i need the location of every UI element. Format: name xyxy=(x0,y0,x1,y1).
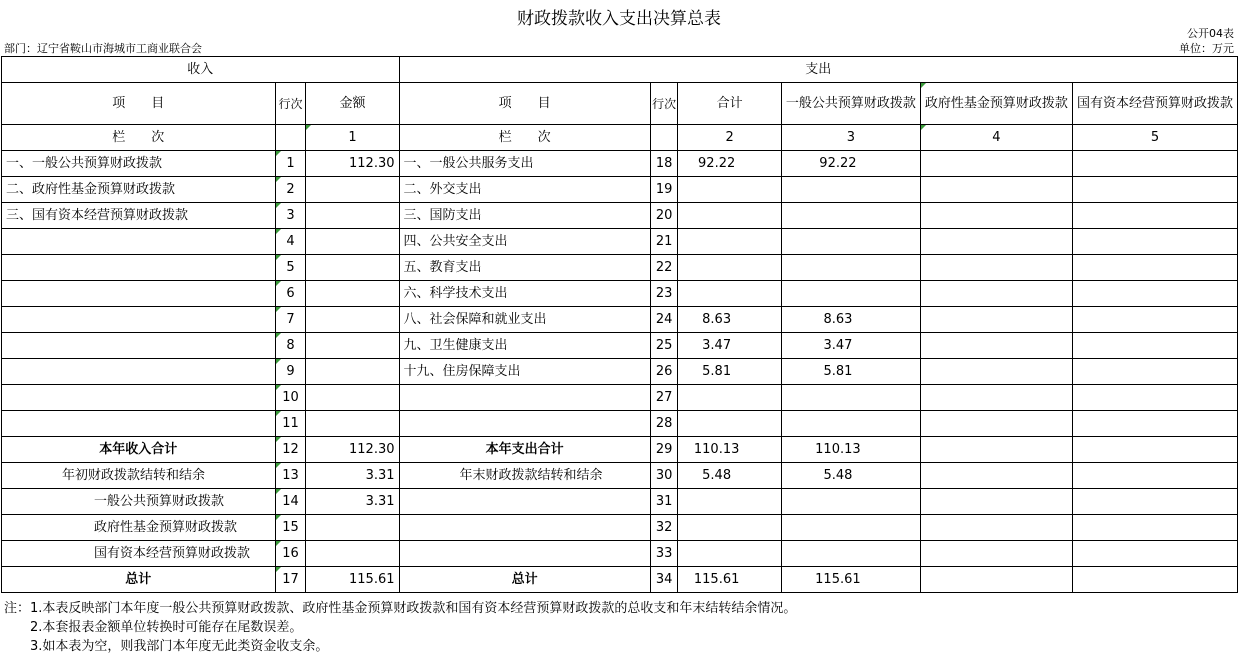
expense-item-cell xyxy=(399,515,650,541)
expense-row-no-cell: 19 xyxy=(650,177,678,203)
income-item-cell xyxy=(2,333,276,359)
expense-state-cell xyxy=(1072,489,1237,515)
table-row xyxy=(2,385,1238,411)
expense-row-no-cell: 21 xyxy=(650,229,678,255)
expense-item-cell: 二、外交支出 xyxy=(399,177,650,203)
expense-total-cell: 5.81 xyxy=(678,359,782,385)
expense-row-no-cell: 22 xyxy=(650,255,678,281)
income-row-no-cell: 9 xyxy=(275,359,306,385)
income-item-cell: 本年收入合计 xyxy=(2,437,276,463)
expense-fund-cell xyxy=(920,203,1072,229)
expense-total-cell xyxy=(678,281,782,307)
expense-section-header: 支出 xyxy=(399,57,1237,83)
expense-fund-cell xyxy=(920,333,1072,359)
footnote-3: 3.如本表为空，则我部门本年度无此类资金收支余。 xyxy=(4,639,329,654)
expense-item-header: 项 目 xyxy=(399,83,650,125)
income-row-no-cell: 1 xyxy=(275,151,306,177)
expense-item-cell xyxy=(399,385,650,411)
expense-state-cell xyxy=(1072,359,1237,385)
expense-general-cell: 3.47 xyxy=(781,333,920,359)
expense-row-no-cell: 33 xyxy=(650,541,678,567)
expense-state-cell xyxy=(1072,151,1237,177)
income-amount-cell xyxy=(306,333,399,359)
expense-total-cell: 110.13 xyxy=(678,437,782,463)
expense-item-cell: 八、社会保障和就业支出 xyxy=(399,307,650,333)
expense-row-no-cell: 29 xyxy=(650,437,678,463)
table-row xyxy=(2,567,1238,593)
expense-column-label: 栏 次 xyxy=(399,125,650,151)
expense-general-cell: 8.63 xyxy=(781,307,920,333)
income-item-cell xyxy=(2,411,276,437)
expense-general-header: 一般公共预算财政拨款 xyxy=(781,83,920,125)
income-item-cell: 三、国有资本经营预算财政拨款 xyxy=(2,203,276,229)
income-row-no-cell: 13 xyxy=(275,463,306,489)
income-item-cell: 一、一般公共预算财政拨款 xyxy=(2,151,276,177)
expense-state-cell xyxy=(1072,385,1237,411)
expense-total-cell xyxy=(678,255,782,281)
table-row xyxy=(2,515,1238,541)
expense-general-cell xyxy=(781,541,920,567)
expense-fund-cell xyxy=(920,307,1072,333)
expense-state-cell xyxy=(1072,515,1237,541)
expense-row-no-cell: 24 xyxy=(650,307,678,333)
income-column-label: 栏 次 xyxy=(2,125,276,151)
expense-total-cell xyxy=(678,177,782,203)
income-row-no-cell: 6 xyxy=(275,281,306,307)
expense-fund-cell xyxy=(920,541,1072,567)
expense-fund-cell xyxy=(920,463,1072,489)
income-row-no-cell: 12 xyxy=(275,437,306,463)
expense-state-cell xyxy=(1072,567,1237,593)
income-item-cell xyxy=(2,385,276,411)
income-amount-cell xyxy=(306,359,399,385)
expense-row-no-cell: 23 xyxy=(650,281,678,307)
expense-general-cell: 5.48 xyxy=(781,463,920,489)
expense-general-cell xyxy=(781,281,920,307)
table-row xyxy=(2,411,1238,437)
footnotes xyxy=(4,599,796,656)
expense-row-no-cell: 30 xyxy=(650,463,678,489)
header-row-columns xyxy=(2,83,1238,125)
expense-row-no-cell: 26 xyxy=(650,359,678,385)
expense-item-cell xyxy=(399,489,650,515)
header-row-sections xyxy=(2,57,1238,83)
expense-row-no-header: 行次 xyxy=(650,83,678,125)
expense-item-cell: 四、公共安全支出 xyxy=(399,229,650,255)
income-column-blank xyxy=(275,125,306,151)
expense-general-cell xyxy=(781,489,920,515)
column-index-2: 2 xyxy=(678,125,782,151)
income-amount-cell: 115.61 xyxy=(306,567,399,593)
expense-row-no-cell: 32 xyxy=(650,515,678,541)
expense-total-cell xyxy=(678,515,782,541)
table-row xyxy=(2,203,1238,229)
department-label: 部门：辽宁省鞍山市海城市工商业联合会 xyxy=(4,42,202,55)
income-amount-cell xyxy=(306,307,399,333)
table-row xyxy=(2,229,1238,255)
expense-item-cell: 一、一般公共服务支出 xyxy=(399,151,650,177)
column-index-row xyxy=(2,125,1238,151)
expense-total-cell xyxy=(678,203,782,229)
income-item-cell xyxy=(2,359,276,385)
income-row-no-cell: 16 xyxy=(275,541,306,567)
income-amount-cell xyxy=(306,203,399,229)
income-amount-cell xyxy=(306,255,399,281)
expense-fund-cell xyxy=(920,385,1072,411)
expense-item-cell: 本年支出合计 xyxy=(399,437,650,463)
table-row xyxy=(2,359,1238,385)
table-row xyxy=(2,489,1238,515)
income-item-header: 项 目 xyxy=(2,83,276,125)
income-item-cell: 国有资本经营预算财政拨款 xyxy=(2,541,276,567)
income-amount-cell xyxy=(306,229,399,255)
income-row-no-cell: 17 xyxy=(275,567,306,593)
table-row xyxy=(2,177,1238,203)
expense-item-cell: 十九、住房保障支出 xyxy=(399,359,650,385)
income-row-no-header: 行次 xyxy=(275,83,306,125)
table-row xyxy=(2,307,1238,333)
form-number: 公开04表 xyxy=(1187,27,1234,40)
expense-item-cell: 九、卫生健康支出 xyxy=(399,333,650,359)
income-item-cell: 年初财政拨款结转和结余 xyxy=(2,463,276,489)
unit-label: 单位：万元 xyxy=(1179,42,1234,55)
expense-total-cell: 92.22 xyxy=(678,151,782,177)
expense-row-no-cell: 20 xyxy=(650,203,678,229)
expense-fund-cell xyxy=(920,255,1072,281)
expense-total-cell xyxy=(678,229,782,255)
expense-general-cell xyxy=(781,515,920,541)
expense-state-cell xyxy=(1072,281,1237,307)
expense-row-no-cell: 25 xyxy=(650,333,678,359)
expense-fund-cell xyxy=(920,281,1072,307)
income-amount-cell xyxy=(306,541,399,567)
expense-item-cell: 总计 xyxy=(399,567,650,593)
expense-fund-cell xyxy=(920,151,1072,177)
expense-state-cell xyxy=(1072,333,1237,359)
expense-row-no-cell: 18 xyxy=(650,151,678,177)
expense-general-cell: 110.13 xyxy=(781,437,920,463)
expense-state-header: 国有资本经营预算财政拨款 xyxy=(1072,83,1237,125)
expense-total-header: 合计 xyxy=(678,83,782,125)
expense-total-cell xyxy=(678,411,782,437)
expense-total-cell: 3.47 xyxy=(678,333,782,359)
income-section-header: 收入 xyxy=(2,57,400,83)
income-row-no-cell: 11 xyxy=(275,411,306,437)
expense-general-cell xyxy=(781,385,920,411)
footnote-2: 2.本套报表金额单位转换时可能存在尾数误差。 xyxy=(4,620,303,635)
column-index-5: 5 xyxy=(1072,125,1237,151)
table-row xyxy=(2,541,1238,567)
income-item-cell xyxy=(2,307,276,333)
expense-total-cell xyxy=(678,489,782,515)
income-amount-cell: 112.30 xyxy=(306,437,399,463)
expense-general-cell xyxy=(781,255,920,281)
expense-general-cell: 5.81 xyxy=(781,359,920,385)
income-amount-cell xyxy=(306,411,399,437)
income-amount-cell xyxy=(306,281,399,307)
expense-state-cell xyxy=(1072,255,1237,281)
column-index-4: 4 xyxy=(920,125,1072,151)
income-row-no-cell: 5 xyxy=(275,255,306,281)
income-amount-header: 金额 xyxy=(306,83,399,125)
income-row-no-cell: 3 xyxy=(275,203,306,229)
report-title: 财政拨款收入支出决算总表 xyxy=(517,9,721,29)
expense-total-cell: 5.48 xyxy=(678,463,782,489)
table-row xyxy=(2,281,1238,307)
expense-state-cell xyxy=(1072,411,1237,437)
income-amount-cell: 3.31 xyxy=(306,463,399,489)
expense-row-no-cell: 27 xyxy=(650,385,678,411)
expense-state-cell xyxy=(1072,437,1237,463)
income-row-no-cell: 15 xyxy=(275,515,306,541)
expense-general-cell: 115.61 xyxy=(781,567,920,593)
expense-state-cell xyxy=(1072,177,1237,203)
expense-row-no-cell: 34 xyxy=(650,567,678,593)
expense-item-cell: 六、科学技术支出 xyxy=(399,281,650,307)
expense-state-cell xyxy=(1072,203,1237,229)
income-item-cell xyxy=(2,281,276,307)
column-index-1: 1 xyxy=(306,125,399,151)
column-index-3: 3 xyxy=(781,125,920,151)
income-amount-cell: 112.30 xyxy=(306,151,399,177)
expense-general-cell xyxy=(781,203,920,229)
table-row xyxy=(2,255,1238,281)
income-item-cell: 一般公共预算财政拨款 xyxy=(2,489,276,515)
table-row xyxy=(2,151,1238,177)
expense-fund-cell xyxy=(920,515,1072,541)
expense-item-cell: 三、国防支出 xyxy=(399,203,650,229)
expense-state-cell xyxy=(1072,463,1237,489)
expense-fund-cell xyxy=(920,567,1072,593)
income-amount-cell xyxy=(306,385,399,411)
table-row xyxy=(2,463,1238,489)
expense-state-cell xyxy=(1072,307,1237,333)
expense-state-cell xyxy=(1072,541,1237,567)
expense-total-cell: 8.63 xyxy=(678,307,782,333)
income-item-cell: 二、政府性基金预算财政拨款 xyxy=(2,177,276,203)
expense-total-cell: 115.61 xyxy=(678,567,782,593)
expense-fund-cell xyxy=(920,177,1072,203)
income-item-cell: 总计 xyxy=(2,567,276,593)
table-row xyxy=(2,333,1238,359)
income-amount-cell xyxy=(306,177,399,203)
expense-row-no-cell: 31 xyxy=(650,489,678,515)
expense-general-cell: 92.22 xyxy=(781,151,920,177)
income-row-no-cell: 8 xyxy=(275,333,306,359)
income-item-cell xyxy=(2,229,276,255)
income-row-no-cell: 14 xyxy=(275,489,306,515)
expense-column-blank xyxy=(650,125,678,151)
expense-row-no-cell: 28 xyxy=(650,411,678,437)
income-item-cell xyxy=(2,255,276,281)
expense-item-cell xyxy=(399,541,650,567)
expense-general-cell xyxy=(781,229,920,255)
fiscal-summary-table xyxy=(1,56,1238,593)
expense-fund-cell xyxy=(920,411,1072,437)
expense-fund-cell xyxy=(920,489,1072,515)
expense-general-cell xyxy=(781,411,920,437)
income-row-no-cell: 2 xyxy=(275,177,306,203)
income-amount-cell xyxy=(306,515,399,541)
income-row-no-cell: 10 xyxy=(275,385,306,411)
expense-item-cell xyxy=(399,411,650,437)
expense-item-cell: 年末财政拨款结转和结余 xyxy=(399,463,650,489)
income-row-no-cell: 7 xyxy=(275,307,306,333)
expense-total-cell xyxy=(678,385,782,411)
expense-general-cell xyxy=(781,177,920,203)
table-row xyxy=(2,437,1238,463)
income-item-cell: 政府性基金预算财政拨款 xyxy=(2,515,276,541)
expense-fund-cell xyxy=(920,359,1072,385)
expense-fund-cell xyxy=(920,229,1072,255)
expense-state-cell xyxy=(1072,229,1237,255)
expense-item-cell: 五、教育支出 xyxy=(399,255,650,281)
expense-fund-cell xyxy=(920,437,1072,463)
income-row-no-cell: 4 xyxy=(275,229,306,255)
footnote-1: 注：1.本表反映部门本年度一般公共预算财政拨款、政府性基金预算财政拨款和国有资本经营预算财政拨款的总收支和年末结转结余情况。 xyxy=(4,601,797,616)
expense-total-cell xyxy=(678,541,782,567)
income-amount-cell: 3.31 xyxy=(306,489,399,515)
expense-fund-header: 政府性基金预算财政拨款 xyxy=(920,83,1072,125)
